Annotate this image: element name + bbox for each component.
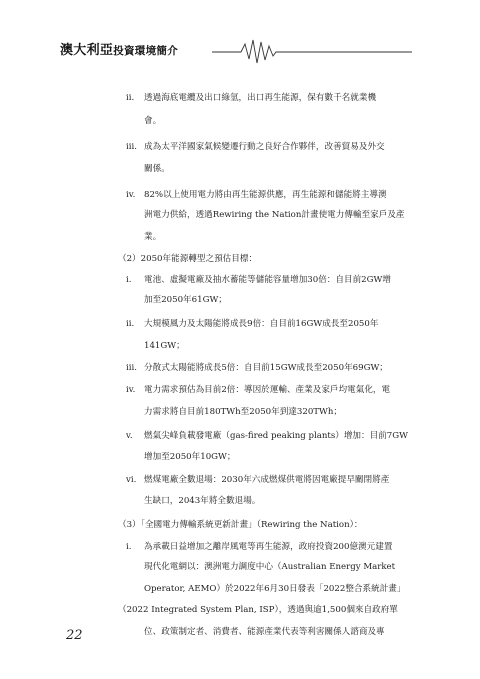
text-line: 141GW； — [144, 341, 185, 351]
text-line: 業。 — [144, 232, 162, 242]
text-line: 增加至2050年10GW； — [144, 452, 236, 462]
text-line: Operator, AEMO）於2022年6月30日發表「2022整合系統計畫」 — [144, 584, 406, 594]
list-marker: iii. — [126, 363, 137, 373]
text-line: 燃氣尖峰負載發電廠（gas-fired peaking plants）增加：目前7GW — [144, 431, 408, 441]
list-marker: ii. — [126, 319, 135, 329]
text-line: 電力需求預估為目前2倍：導因於運輸、產業及家戶均電氣化，電 — [144, 385, 391, 395]
list-marker: iv. — [126, 190, 136, 200]
text-line: 力需求將自目前180TWh至2050年到達320TWh； — [144, 407, 343, 417]
section-heading: （2）2050年能源轉型之預估目標： — [118, 254, 258, 264]
page-number: 22 — [66, 628, 83, 643]
section-heading: （3）「全國電力傳輸系統更新計畫」（Rewiring the Nation）： — [118, 520, 363, 530]
section-heading: （2022 Integrated System Plan, ISP），透過與逾1,500個來自政府單 — [118, 605, 398, 615]
list-marker: v. — [126, 431, 133, 441]
header-wave-decoration — [0, 32, 480, 72]
list-marker: iii. — [126, 142, 137, 152]
text-line: 燃煤電廠全數退場：2030年六成燃煤供電將因電廠提早關閉將產 — [144, 475, 390, 485]
text-line: 會。 — [144, 116, 162, 126]
header-title-sub: 投資環境簡介 — [113, 45, 179, 57]
text-line: 82%以上使用電力將由再生能源供應，再生能源和儲能將主導澳 — [144, 190, 387, 200]
text-line: 大規模風力及太陽能將成長9倍：自目前16GW成長至2050年 — [144, 319, 379, 329]
text-line: 透過海底電纜及出口綠氫，出口再生能源，保有數千名就業機 — [144, 93, 377, 103]
text-line: 洲電力供給，透過Rewiring the Nation計畫使電力傳輸至家戶及產 — [144, 210, 405, 220]
list-marker: ii. — [126, 93, 135, 103]
list-marker: i. — [126, 275, 132, 285]
text-line: 位、政策制定者、消費者、能源產業代表等利害關係人諮商及專 — [144, 627, 385, 637]
text-line: 現代化電網以：澳洲電力調度中心（Australian Energy Market — [144, 562, 396, 572]
text-line: 電池、虛擬電廠及抽水蓄能等儲能容量增加30倍：自目前2GW增 — [144, 275, 391, 285]
page-header — [0, 0, 480, 70]
text-line: 成為太平洋國家氣候變遷行動之良好合作夥伴，改善貿易及外交 — [144, 142, 385, 152]
text-line: 關係。 — [144, 164, 170, 174]
text-line: 生缺口，2043年將全數退場。 — [144, 496, 261, 506]
header-title-main: 澳大利亞 — [60, 43, 114, 58]
text-line: 為承載日益增加之離岸風電等再生能源，政府投資200億澳元建置 — [144, 542, 393, 552]
list-marker: i. — [126, 542, 132, 552]
text-line: 分散式太陽能將成長5倍：自目前15GW成長至2050年69GW； — [144, 363, 388, 373]
list-marker: vi. — [126, 475, 137, 485]
text-line: 加至2050年61GW； — [144, 295, 227, 305]
list-marker: iv. — [126, 385, 136, 395]
